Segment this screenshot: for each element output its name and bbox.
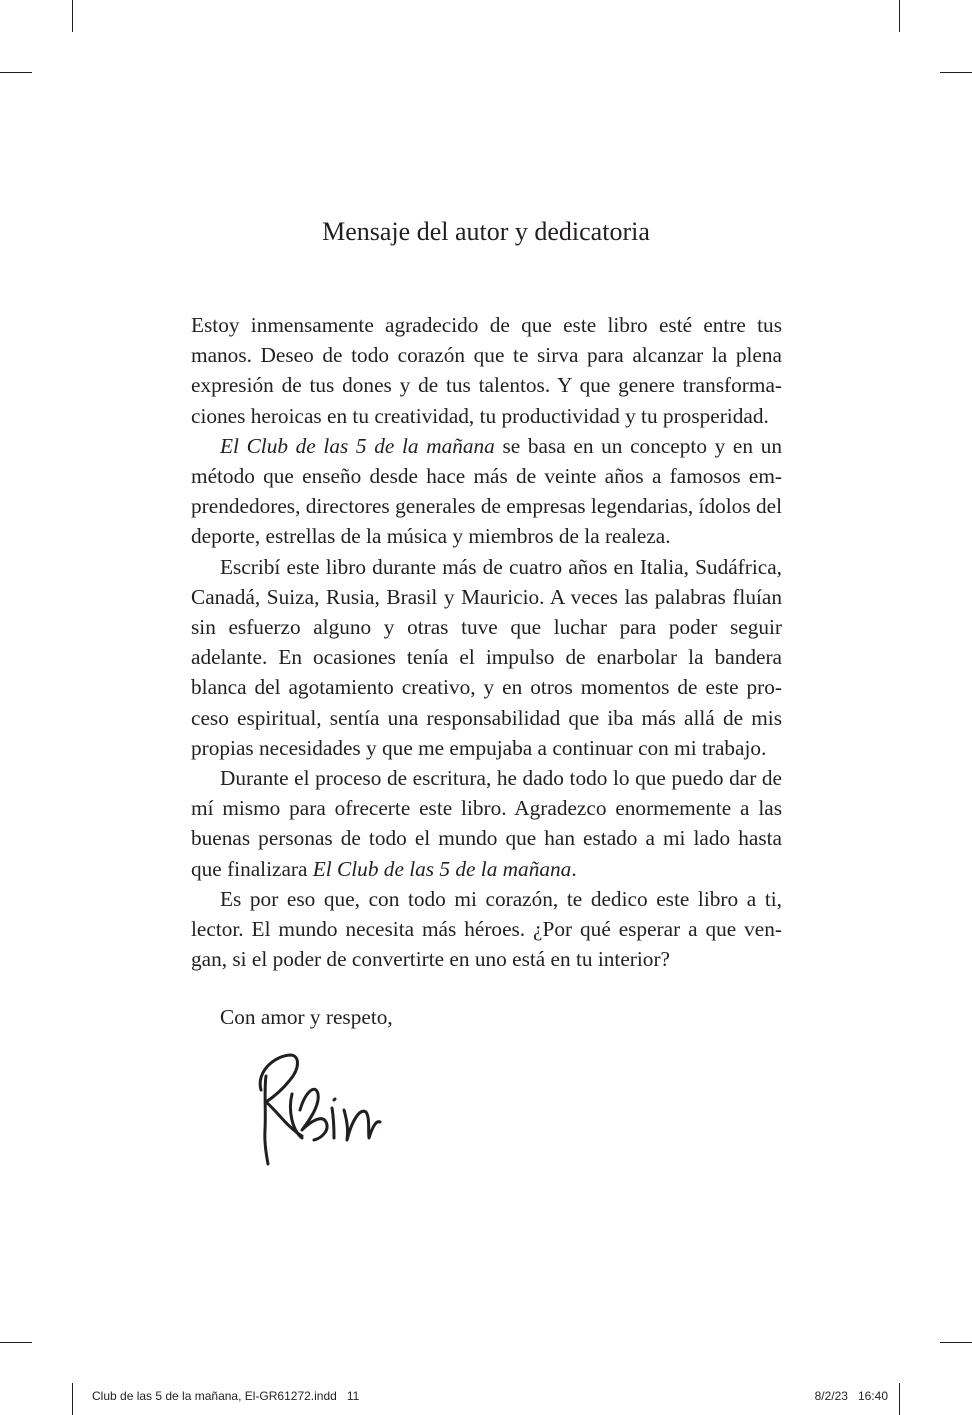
paragraph-text: Durante el proceso de escritura, he dado todo lo que puedo dar de mí mismo para ofrecerte este libro. Agradezco enormemente a las buenas personas de todo el mundo que han estado a mi lado hasta que finalizara	[191, 766, 782, 881]
page-title: Mensaje del autor y dedicatoria	[322, 217, 650, 246]
paragraph-text: Es por eso que, con todo mi corazón, te dedico este libro a ti, lector. El mundo necesita más héroes. ¿Por qué esperar a que vengan, si el poder de convertirte en uno está en tu interior?	[191, 886, 782, 972]
body-paragraph	[191, 884, 782, 975]
body-paragraph	[191, 310, 782, 431]
book-title-italic: El Club de las 5 de la mañana	[220, 433, 495, 458]
crop-mark-bottom-left	[72, 1383, 73, 1415]
paragraph-text: Escribí este libro durante más de cuatro años en Italia, Sudáfrica, Canadá, Suiza, Rusia, Brasil y Mauricio. A veces las palabras fluían sin esfuerzo alguno y otras tuve que luchar para poder seguir adelante. En ocasiones tenía el impulso de enarbolar la bandera blanca del agotamiento creativo, y en otros momentos de este proceso espiritual, sentía una responsabilidad que iba más allá de mis propias necesidades y que me empujaba a continuar con mi trabajo.	[191, 554, 782, 760]
crop-mark-top-left	[72, 0, 73, 32]
paragraph-text: Estoy inmensamente agradecido de que este libro esté entre tus manos. Deseo de todo corazón que te sirva para alcanzar la plena expresión de tus dones y de tus talentos. Y que genere transformaciones heroicas en tu creatividad, tu productividad y tu prosperidad.	[191, 313, 782, 428]
signature	[252, 1050, 387, 1170]
crop-mark-top-left-horizontal	[0, 72, 32, 73]
footer-file-info: Club de las 5 de la mañana, El-GR61272.indd 11	[92, 1389, 360, 1403]
crop-mark-bottom-right	[899, 1383, 900, 1415]
footer-date-time: 8/2/23 16:40	[814, 1389, 888, 1403]
paragraph-text: se basa en un concepto y en un método que enseño desde hace más de veinte años a famosos emprendedores, directores generales de empresas legendarias, ídolos del deporte, estrellas de la música y miembros de la realeza.	[191, 433, 782, 549]
closing-line: Con amor y respeto,	[220, 1005, 393, 1029]
body-paragraph	[191, 431, 782, 552]
paragraph-text: .	[571, 856, 577, 881]
crop-mark-bottom-right-horizontal	[940, 1342, 972, 1343]
body-paragraph	[191, 552, 782, 763]
body-paragraph	[191, 763, 782, 884]
crop-mark-bottom-left-horizontal	[0, 1342, 32, 1343]
body-text	[191, 310, 782, 974]
book-title-italic: El Club de las 5 de la mañana	[312, 856, 572, 881]
crop-mark-top-right	[899, 0, 900, 32]
crop-mark-top-right-horizontal	[940, 72, 972, 73]
